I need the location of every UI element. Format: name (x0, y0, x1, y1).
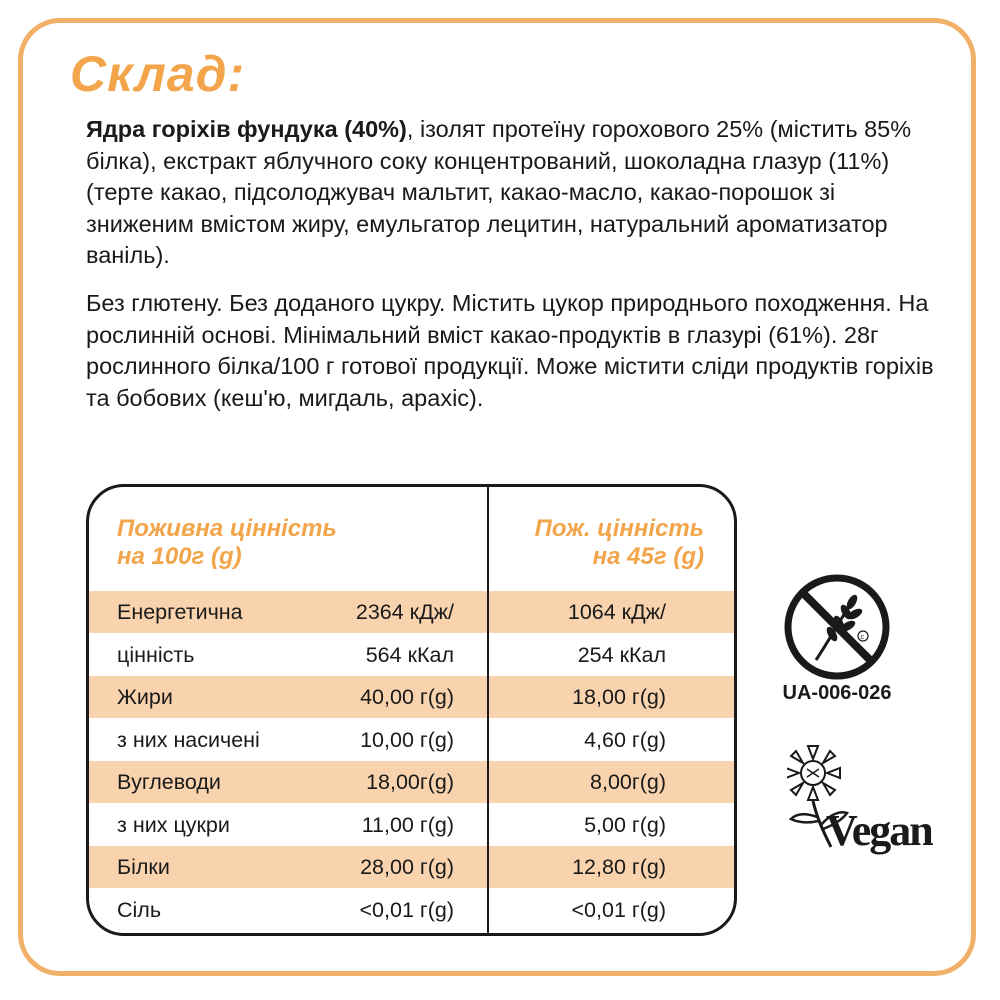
ingredients-highlight: Ядра горіхів фундука (40%) (86, 116, 407, 142)
nutrition-table (86, 484, 737, 936)
value-per-45g: 5,00 г(g) (584, 813, 666, 837)
row-label: Вуглеводи (117, 770, 221, 794)
value-per-45g: <0,01 г(g) (571, 898, 666, 922)
column-divider (487, 487, 489, 933)
value-per-100g: 2364 кДж/ (355, 600, 454, 624)
value-per-100g: 18,00г(g) (366, 770, 454, 794)
header-per-45g-line2: на 45г (g) (592, 543, 704, 570)
gluten-free-code: UA-006-026 (782, 682, 892, 704)
value-per-100g: 40,00 г(g) (360, 685, 454, 709)
row-label: Енергетична (117, 600, 243, 624)
table-row (89, 719, 734, 761)
row-label: з них насичені (117, 728, 260, 752)
value-per-45g: 4,60 г(g) (584, 728, 666, 752)
table-row (89, 591, 734, 633)
table-row (89, 889, 734, 931)
ingredients-rest: , ізолят протеїну горохового 25% (містить 85% білка), екстракт яблучного соку концентрований, шоколадна глазур (11%) (терте какао, підсолоджувач мальтит, какао-масло, какао-порошок зі зниженим вмістом жиру, емульгатор лецитин, натуральний ароматизатор ваніль). (86, 116, 912, 268)
row-label: з них цукри (117, 813, 230, 837)
table-row (89, 804, 734, 846)
ingredients-text (86, 114, 936, 272)
row-label: Жири (117, 685, 173, 709)
table-row (89, 761, 734, 803)
svg-text:c: c (860, 634, 864, 641)
value-per-100g: 564 кКал (365, 643, 454, 667)
table-row (89, 676, 734, 718)
row-label: цінність (117, 643, 195, 667)
value-per-45g: 254 кКал (577, 643, 666, 667)
header-per-100g-line2: на 100г (g) (117, 543, 242, 570)
table-row (89, 846, 734, 888)
product-notes: Без глютену. Без доданого цукру. Містить цукор природнього походження. На рослинній основі. Мінімальний вміст какао-продуктів в глазурі (61%). 28г рослинного білка/100 г готової продукції. Може містити сліди продуктів горіхів та бобових (кеш'ю, мигдаль, арахіс). (86, 290, 934, 411)
header-per-100g (117, 515, 337, 571)
value-per-100g: 11,00 г(g) (361, 813, 454, 837)
header-per-45g-line1: Пож. цінність (534, 515, 704, 542)
value-per-100g: <0,01 г(g) (359, 898, 454, 922)
value-per-45g: 8,00г(g) (590, 770, 666, 794)
crossed-grain-icon (782, 572, 892, 682)
vegan-word: Vegan (826, 806, 932, 855)
value-per-45g: 1064 кДж/ (567, 600, 666, 624)
value-per-45g: 18,00 г(g) (572, 685, 666, 709)
header-per-100g-line1: Поживна цінність (117, 515, 337, 542)
value-per-45g: 12,80 г(g) (572, 855, 666, 879)
value-per-100g: 28,00 г(g) (360, 855, 454, 879)
value-per-100g: 10,00 г(g) (360, 728, 454, 752)
table-row (89, 634, 734, 676)
row-label: Сіль (117, 898, 162, 922)
header-per-45g (535, 515, 704, 571)
row-label: Білки (117, 855, 170, 879)
composition-title: Склад: (70, 46, 246, 102)
